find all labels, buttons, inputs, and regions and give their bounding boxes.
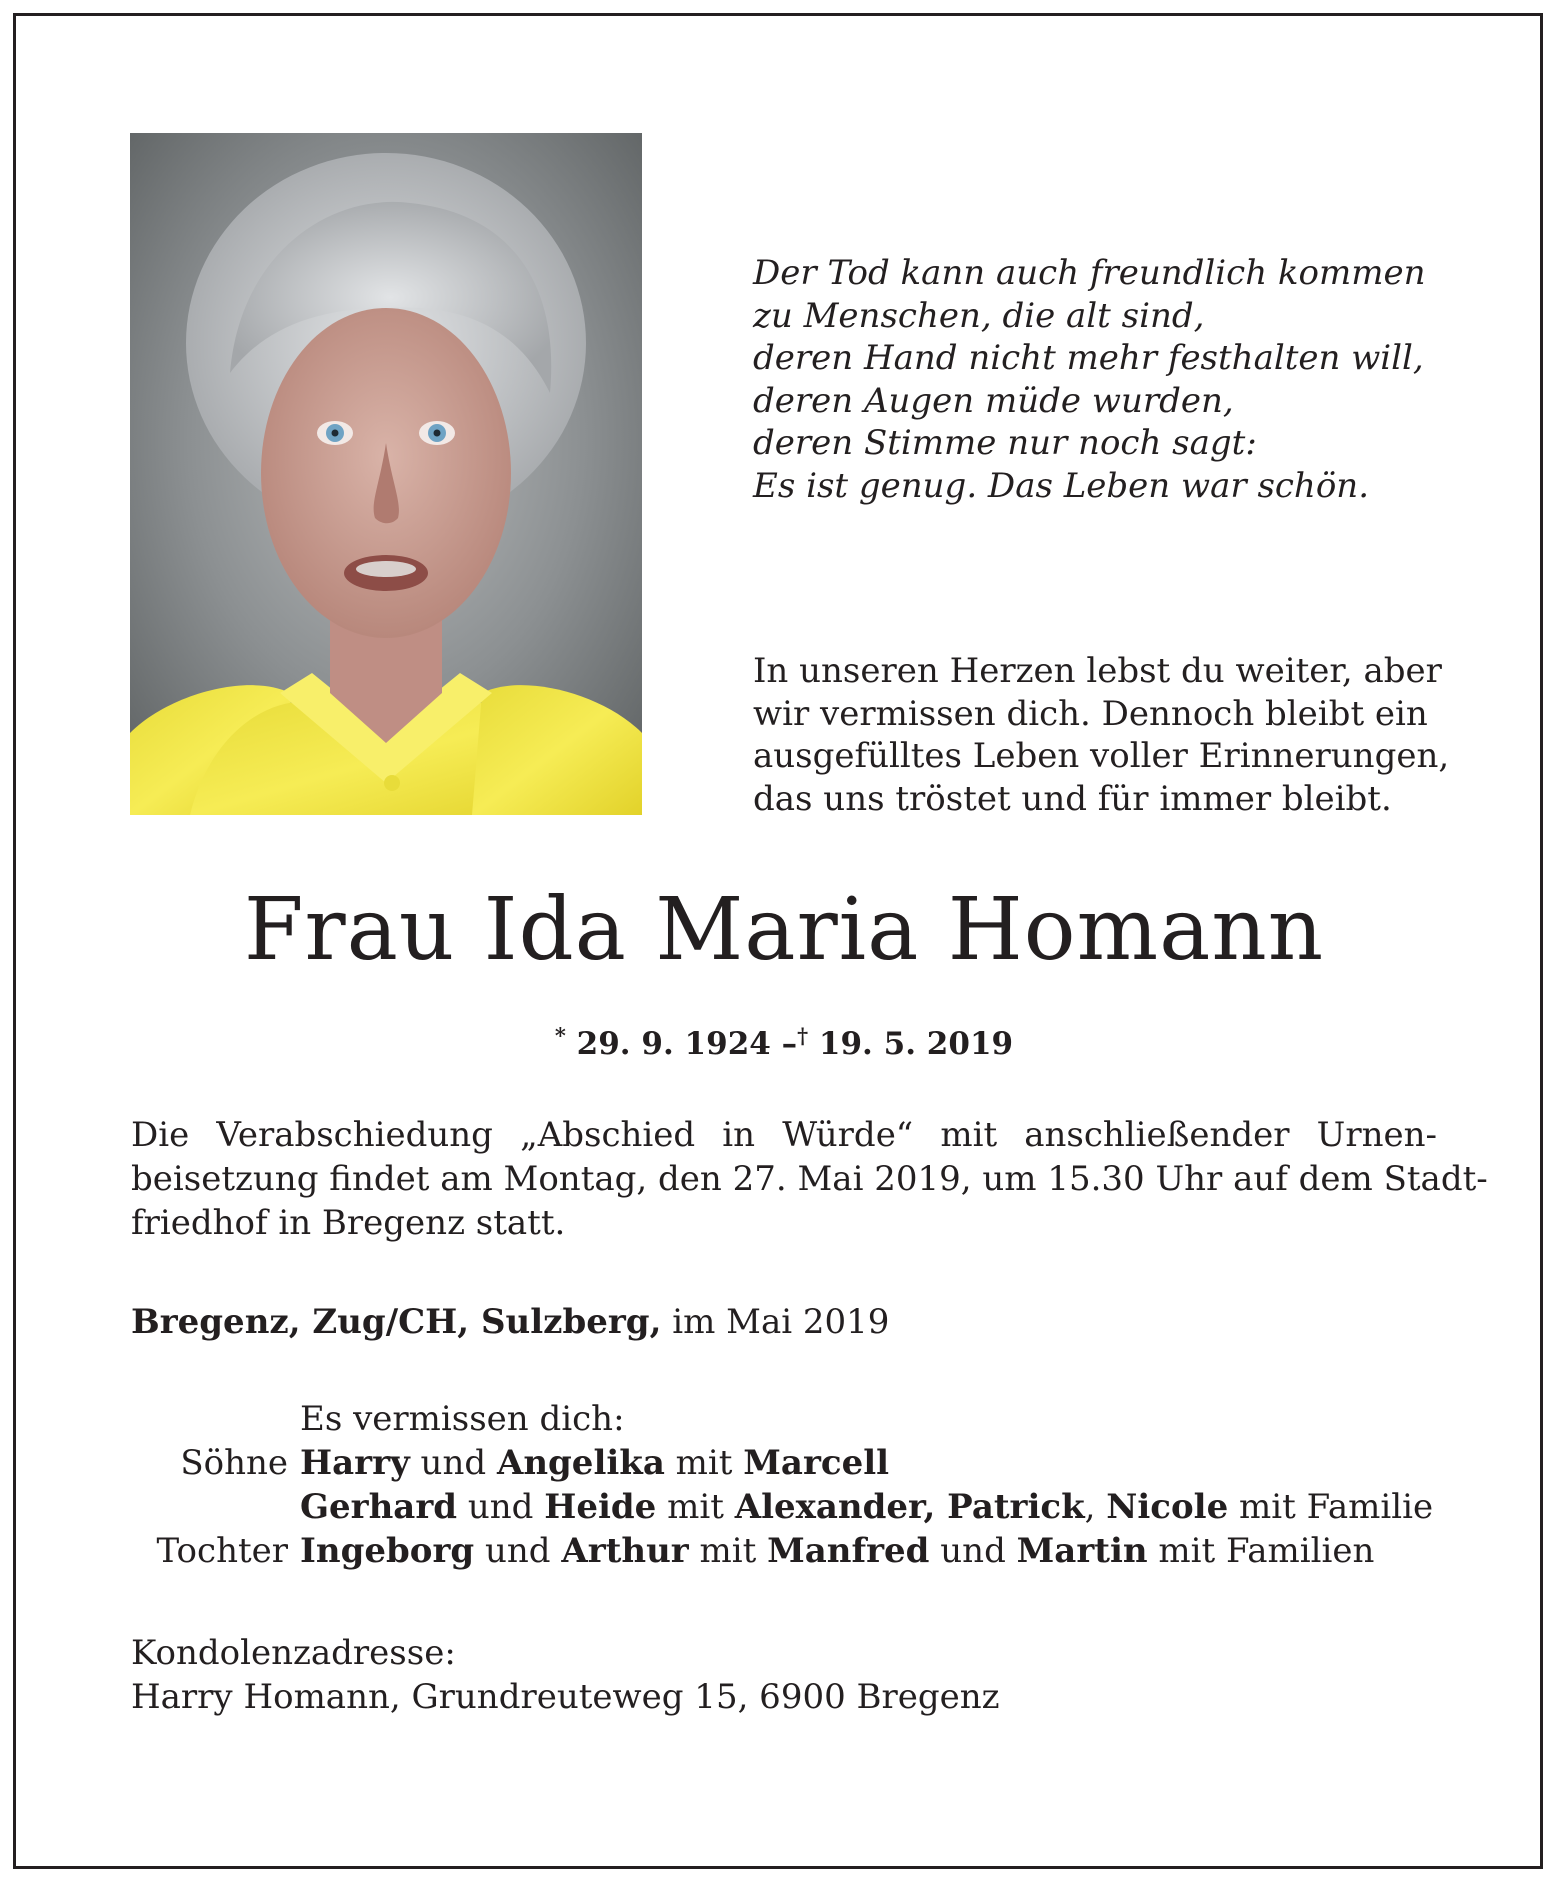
tribute-line: das uns tröstet und für immer bleibt. xyxy=(753,778,1392,819)
mourners-intro: Es vermissen dich: xyxy=(300,1399,625,1439)
mourner-row-sons xyxy=(120,1441,889,1485)
mourner-row-daughter xyxy=(120,1529,1374,1573)
mourner-role: Söhne xyxy=(180,1443,288,1483)
mourner-name: Gerhard xyxy=(300,1487,458,1527)
mourner-connector: mit Familie xyxy=(1228,1487,1434,1527)
death-symbol: † xyxy=(797,1023,809,1048)
place-names: Bregenz, Zug/CH, Sulzberg, xyxy=(131,1302,662,1342)
mourner-row-sons-2 xyxy=(120,1485,1433,1529)
poem-line: Es ist genug. Das Leben war schön. xyxy=(753,465,1370,506)
mourner-connector: und xyxy=(409,1443,497,1483)
poem-line: deren Augen müde wurden, xyxy=(753,380,1234,421)
mourner-connector: , xyxy=(1084,1487,1107,1527)
condolence-address-text: Harry Homann, Grundreuteweg 15, 6900 Bregenz xyxy=(131,1677,1000,1717)
date-separator: – xyxy=(781,1026,798,1062)
mourner-name: Marcell xyxy=(743,1443,890,1483)
tribute-line: ausgefülltes Leben voller Erinnerungen, xyxy=(753,736,1450,776)
mourner-connector: mit xyxy=(688,1531,768,1571)
mourner-name: Ingeborg xyxy=(300,1531,475,1571)
tribute-line: wir vermissen dich. Dennoch bleibt ein xyxy=(753,693,1428,734)
tribute-line: In unseren Herzen lebst du weiter, aber xyxy=(753,651,1442,691)
notice-date: im Mai 2019 xyxy=(672,1302,890,1342)
condolence-address xyxy=(131,1631,1000,1719)
place-date-line xyxy=(131,1300,889,1344)
announcement-line: friedhof in Bregenz statt. xyxy=(131,1203,566,1243)
announcement-line: beisetzung findet am Montag, den 27. Mai 2019, um 15.30 Uhr auf dem Stadt- xyxy=(131,1159,1488,1199)
mourner-connector: mit xyxy=(664,1443,744,1483)
mourner-name: Harry xyxy=(300,1443,410,1483)
mourner-name: Nicole xyxy=(1106,1487,1229,1527)
mourner-name: Angelika xyxy=(496,1443,665,1483)
portrait-photo-icon xyxy=(130,133,642,815)
poem-line: Der Tod kann auch freundlich kommen xyxy=(753,253,1426,293)
birth-date: 29. 9. 1924 xyxy=(576,1026,771,1062)
mourner-name: Manfred xyxy=(767,1531,930,1571)
tribute-text xyxy=(753,650,1473,820)
deceased-name: Frau Ida Maria Homann xyxy=(243,880,1325,980)
mourner-connector: und xyxy=(929,1531,1017,1571)
birth-symbol: * xyxy=(554,1023,566,1048)
condolence-label: Kondolenzadresse: xyxy=(131,1633,456,1673)
mourner-role: Tochter xyxy=(156,1531,288,1571)
mourner-name: Arthur xyxy=(561,1531,689,1571)
life-dates xyxy=(0,1016,1568,1064)
funeral-announcement xyxy=(131,1113,1488,1245)
mourner-names xyxy=(300,1531,1374,1571)
death-date: 19. 5. 2019 xyxy=(818,1026,1014,1062)
mourner-name: Heide xyxy=(544,1487,657,1527)
poem xyxy=(753,252,1453,507)
mourner-name: Martin xyxy=(1016,1531,1148,1571)
poem-line: deren Hand nicht mehr festhalten will, xyxy=(753,338,1424,378)
mourner-name: Alexander, Patrick xyxy=(734,1487,1085,1527)
poem-line: zu Menschen, die alt sind, xyxy=(753,295,1205,336)
portrait-photo xyxy=(130,133,642,815)
poem-line: deren Stimme nur noch sagt: xyxy=(753,423,1257,463)
mourner-names xyxy=(300,1487,1433,1527)
mourner-names xyxy=(300,1443,889,1483)
mourner-connector: und xyxy=(474,1531,562,1571)
announcement-line: Die Verabschiedung „Abschied in Würde“ mit anschließender Urnen- xyxy=(131,1115,1437,1155)
mourner-connector: mit xyxy=(656,1487,735,1527)
mourner-connector: und xyxy=(457,1487,545,1527)
mourner-connector: mit Familien xyxy=(1147,1531,1375,1571)
